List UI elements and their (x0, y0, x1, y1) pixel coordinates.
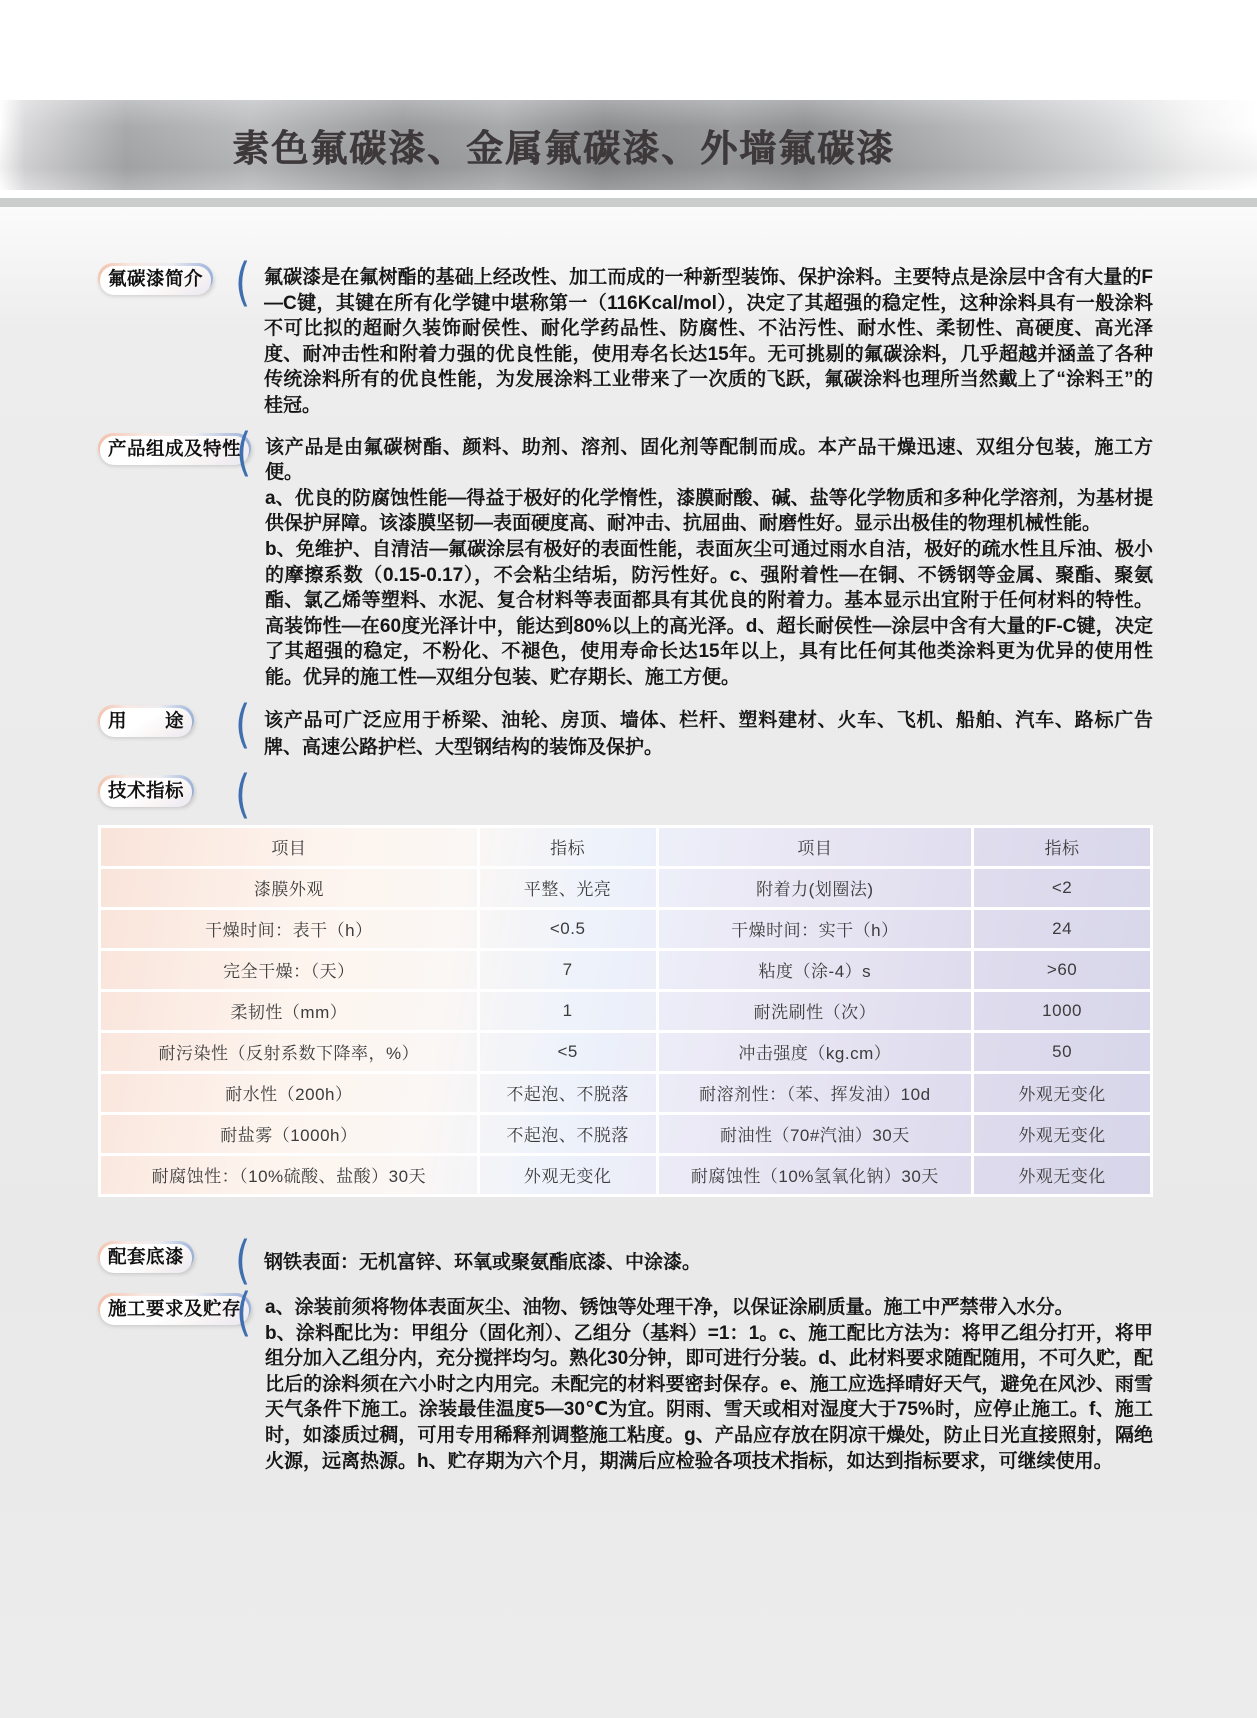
section-label-col (98, 764, 250, 825)
section-label-col (98, 1283, 252, 1344)
section-primer (98, 1230, 1153, 1291)
table-row (100, 949, 1152, 990)
section-label-pill (98, 433, 251, 463)
spec-table-body (100, 867, 1152, 1195)
section-label: 产品组成及特性 (108, 437, 242, 459)
table-header-cell: 指标 (478, 826, 657, 867)
page-title: 素色氟碳漆、金属氟碳漆、外墙氟碳漆 (232, 128, 895, 169)
section-body (264, 1241, 1153, 1276)
table-cell: 耐盐雾（1000h） (100, 1113, 479, 1154)
section-composition (98, 422, 1153, 691)
section-body (265, 1293, 1153, 1474)
table-cell: 外观无变化 (973, 1113, 1152, 1154)
paragraph: 该产品可广泛应用于桥梁、油轮、房顶、墙体、栏杆、塑料建材、火车、飞机、船舶、汽车、路标广告牌、高速公路护栏、大型钢结构的装饰及保护。 (264, 709, 1153, 758)
paragraph: 氟碳漆是在氟树酯的基础上经改性、加工而成的一种新型装饰、保护涂料。主要特点是涂层中含有大量的F—C键，其键在所有化学键中堪称第一（116Kcal/mol），决定了其超强的稳定性，这种涂料具有一般涂料不可比拟的超耐久装饰耐侯性、耐化学药品性、防腐性、不沾污性、耐水性、柔韧性、高硬度、高光泽度、耐冲击性和附着力强的优良性能，使用寿名长达15年。无可挑剔的氟碳涂料，几乎超越并涵盖了各种传统涂料所有的优良性能，为发展涂料工业带来了一次质的飞跃，氟碳涂料也理所当然戴上了“涂料王”的桂冠。 (264, 267, 1153, 416)
table-cell: 平整、光亮 (478, 867, 657, 908)
paragraph: b、免维护、自清洁—氟碳涂层有极好的表面性能，表面灰尘可通过雨水自洁，极好的疏水性且斥油、极小的摩擦系数（0.15-0.17），不会粘尘结垢，防污性好。c、强附着性—在铜、不锈钢等金属、聚酯、聚氨酯、氯乙烯等塑料、水泥、复合材料等表面都具有其优良的附着力。基本显示出宜附于任何材料的特性。高装饰性—在60度光泽计中，能达到80%以上的高光泽。d、超长耐侯性—涂层中含有大量的F-C键，决定了其超强的稳定，不粉化、不褪色，使用寿命长达15年以上，具有比任何其他类涂料更为优异的使用性能。优异的施工性—双组分包装、贮存期长、施工方便。 (265, 538, 1153, 688)
section-label-pill (98, 263, 213, 293)
table-cell: 耐腐蚀性：（10%硫酸、盐酸）30天 (100, 1154, 479, 1195)
table-row (100, 1031, 1152, 1072)
table-cell: >60 (973, 949, 1152, 990)
pill-inner (100, 1296, 249, 1325)
section-body (264, 705, 1153, 761)
section-label-col (98, 694, 250, 755)
table-cell: 24 (973, 908, 1152, 949)
open-paren-decoration: ( (234, 253, 250, 313)
table-cell: 耐水性（200h） (100, 1072, 479, 1113)
open-paren-decoration: ( (235, 422, 252, 483)
section-label-pill (98, 1241, 194, 1271)
section-application-storage (98, 1283, 1153, 1474)
pill-inner (100, 778, 192, 807)
table-cell: 耐油性（70#汽油）30天 (657, 1113, 973, 1154)
table-header-cell: 指标 (973, 826, 1152, 867)
table-cell: 1 (478, 990, 657, 1031)
open-paren-decoration: ( (234, 1230, 250, 1291)
table-cell: 附着力(划圈法) (657, 867, 973, 908)
pill-inner (100, 1244, 192, 1273)
table-cell: 耐腐蚀性（10%氢氧化钠）30天 (657, 1154, 973, 1195)
section-label: 用 途 (108, 709, 185, 731)
divider-strip (0, 198, 1257, 207)
table-cell: 粘度（涂-4）s (657, 949, 973, 990)
table-cell: <2 (973, 867, 1152, 908)
section-body (265, 433, 1153, 691)
table-cell: 7 (478, 949, 657, 990)
open-paren-decoration: ( (235, 1283, 252, 1344)
section-intro (98, 253, 1153, 419)
table-cell: 50 (973, 1031, 1152, 1072)
section-label: 技术指标 (108, 779, 185, 801)
table-cell: 不起泡、不脱落 (478, 1072, 657, 1113)
table-cell: 不起泡、不脱落 (478, 1113, 657, 1154)
paragraph: a、涂装前须将物体表面灰尘、油物、锈蚀等处理干净，以保证涂刷质量。施工中严禁带入水分。 (265, 1297, 1074, 1319)
table-cell: 外观无变化 (478, 1154, 657, 1195)
pill-inner (100, 266, 211, 295)
spec-table-head (100, 826, 1152, 867)
table-row (100, 867, 1152, 908)
section-label-pill (98, 775, 194, 805)
table-cell: 漆膜外观 (100, 867, 479, 908)
table-cell: 完全干燥：（天） (100, 949, 479, 990)
table-cell: 柔韧性（mm） (100, 990, 479, 1031)
table-cell: 干燥时间：表干（h） (100, 908, 479, 949)
table-row (100, 1154, 1152, 1195)
table-row (100, 1072, 1152, 1113)
spec-table-grid (98, 825, 1153, 1197)
table-cell: 耐溶剂性：（苯、挥发油）10d (657, 1072, 973, 1113)
section-label: 施工要求及贮存 (108, 1298, 242, 1320)
table-row (100, 990, 1152, 1031)
paragraph: a、优良的防腐蚀性能—得益于极好的化学惰性，漆膜耐酸、碱、盐等化学物质和多种化学溶剂，为基材提供保护屏障。该漆膜坚韧—表面硬度高、耐冲击、抗屈曲、耐磨性好。显示出极佳的物理机械性能。 (265, 487, 1153, 535)
pill-inner (100, 708, 192, 737)
section-label-col (98, 1230, 250, 1291)
table-cell: <5 (478, 1031, 657, 1072)
section-specs (98, 764, 1153, 825)
section-body (264, 263, 1153, 419)
open-paren-decoration: ( (234, 694, 250, 755)
table-cell: 耐污染性（反射系数下降率，%） (100, 1031, 479, 1072)
content-area (0, 207, 1257, 1718)
table-cell: <0.5 (478, 908, 657, 949)
section-label: 配套底漆 (108, 1245, 185, 1267)
table-cell: 干燥时间：实干（h） (657, 908, 973, 949)
table-header-cell: 项目 (100, 826, 479, 867)
table-cell: 1000 (973, 990, 1152, 1031)
table-row (100, 908, 1152, 949)
table-cell: 外观无变化 (973, 1154, 1152, 1195)
table-row (100, 1113, 1152, 1154)
spec-table (98, 825, 1153, 1197)
table-cell: 冲击强度（kg.cm） (657, 1031, 973, 1072)
table-cell: 耐洗刷性（次） (657, 990, 973, 1031)
section-usage (98, 694, 1153, 761)
section-label-col (98, 253, 250, 313)
section-label-col (98, 422, 252, 483)
table-header-cell: 项目 (657, 826, 973, 867)
section-label-pill (98, 705, 194, 735)
paragraph: b、涂料配比为：甲组分（固化剂）、乙组分（基料）=1：1。c、施工配比方法为：将甲乙组分打开，将甲组分加入乙组分内，充分搅拌均匀。熟化30分钟，即可进行分装。d、此材料要求随配随用，不可久贮，配比后的涂料须在六小时之内用完。未配完的材料要密封保存。e、施工应选择晴好天气，避免在风沙、雨雪天气条件下施工。涂装最佳温度5—30℃为宜。阴雨、雪天或相对湿度大于75%时，应停止施工。f、施工时，如漆质过稠，可用专用稀释剂调整施工粘度。g、产品应存放在阴凉干燥处，防止日光直接照射，隔绝火源，远离热源。h、贮存期为六个月，期满后应检验各项技术指标，如达到指标要求，可继续使用。 (265, 1322, 1153, 1472)
section-body (264, 775, 1153, 777)
open-paren-decoration: ( (234, 764, 250, 825)
paragraph: 钢铁表面：无机富锌、环氧或聚氨酯底漆、中涂漆。 (264, 1251, 702, 1273)
section-label: 氟碳漆简介 (108, 268, 204, 289)
paragraph: 该产品是由氟碳树酯、颜料、助剂、溶剂、固化剂等配制而成。本产品干燥迅速、双组分包装，施工方便。 (265, 436, 1153, 484)
table-cell: 外观无变化 (973, 1072, 1152, 1113)
title-band (0, 100, 1257, 190)
section-label-pill (98, 1293, 251, 1323)
pill-inner (100, 436, 249, 465)
table-header-row (100, 826, 1152, 867)
